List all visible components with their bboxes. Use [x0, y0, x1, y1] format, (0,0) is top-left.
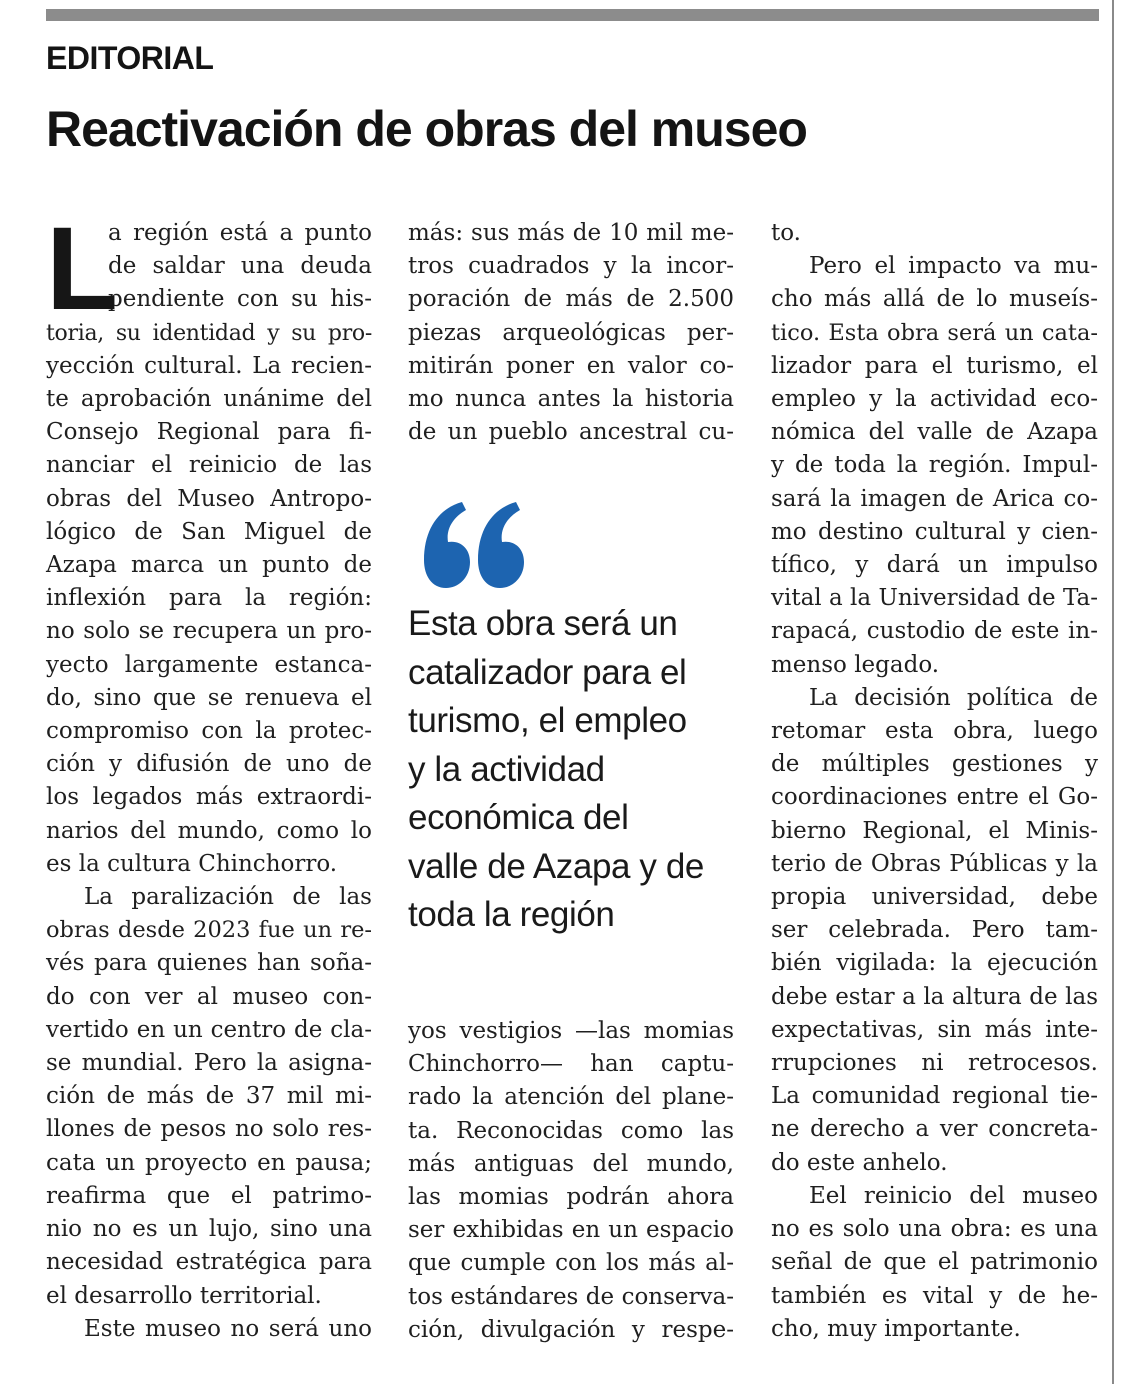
text-line: necesidad estratégica para — [46, 1249, 372, 1276]
quote-mark-left — [424, 502, 470, 588]
text-line: ser celebrada. Pero tam- — [771, 917, 1098, 944]
text-line: obras desde 2023 fue un re- — [46, 917, 372, 944]
pull-quote-line: Esta obra será un — [408, 604, 678, 643]
text-line: Pero el impacto va mu- — [809, 253, 1098, 280]
text-line: tico. Esta obra será un cata- — [771, 319, 1098, 346]
text-line: mitirán poner en valor co- — [408, 352, 734, 379]
text-line: también es vital y de he- — [771, 1282, 1098, 1309]
text-line: nómica del valle de Azapa — [771, 419, 1098, 446]
pull-quote-line: turismo, el empleo — [408, 701, 687, 740]
text-line: a región está a punto — [108, 220, 372, 246]
text-line: lizador para el turismo, el — [771, 352, 1098, 379]
text-line: do, sino que se renueva el — [46, 684, 372, 711]
text-line: más: sus más de 10 mil me- — [408, 220, 734, 246]
text-line: retomar esta obra, luego — [771, 718, 1098, 745]
column-divider — [1112, 0, 1114, 1384]
text-line: expectativas, sin más inte- — [771, 1016, 1098, 1043]
text-line: tros cuadrados y la incor- — [408, 253, 734, 280]
text-line: yección cultural. La recien- — [46, 352, 372, 379]
headline: Reactivación de obras del museo — [46, 101, 807, 157]
text-line: rapacá, custodio de este in- — [771, 618, 1098, 645]
drop-cap: L — [46, 203, 119, 335]
text-line: los legados más extraordi- — [46, 784, 372, 811]
section-label: EDITORIAL — [46, 40, 214, 76]
pull-quote-line: toda la región — [408, 895, 615, 934]
text-line: sará la imagen de Arica co- — [771, 485, 1098, 512]
text-line: pendiente con su his- — [108, 286, 372, 313]
column-2-top — [408, 217, 734, 449]
text-line: poración de más de 2.500 — [408, 286, 734, 313]
pull-quote-line: valle de Azapa y de — [408, 846, 704, 886]
text-line: cho más allá de lo museís- — [771, 286, 1098, 313]
text-line: vertido en un centro de cla- — [46, 1016, 372, 1043]
text-line: ción, divulgación y respe- — [408, 1316, 734, 1343]
text-line: terio de Obras Públicas y la — [771, 850, 1098, 877]
quote-mark-right — [478, 502, 524, 588]
pull-quote — [408, 600, 738, 940]
text-line: narios del mundo, como lo — [46, 817, 372, 844]
pull-quote-line: y la actividad — [408, 749, 605, 789]
text-line: Chinchorro— han captu- — [408, 1051, 734, 1078]
text-line: obras del Museo Antropo- — [46, 485, 372, 512]
text-line: más antiguas del mundo, — [408, 1150, 734, 1177]
text-line: te aprobación unánime del — [46, 386, 372, 413]
text-line: propia universidad, debe — [771, 884, 1098, 911]
text-line: toria, su identidad y su pro- — [46, 320, 372, 346]
text-line: llones de pesos no solo res- — [46, 1116, 372, 1143]
text-line: La decisión política de — [809, 684, 1098, 711]
text-line: ser exhibidas en un espacio — [408, 1217, 734, 1244]
text-line: cata un proyecto en pausa; — [46, 1149, 372, 1176]
text-line: las momias podrán ahora — [408, 1184, 734, 1211]
text-line: y de toda la región. Impul- — [771, 452, 1098, 479]
text-line: yecto largamente estanca- — [46, 651, 372, 678]
column-1 — [46, 203, 372, 1346]
text-line: Este museo no será uno — [84, 1315, 372, 1342]
text-line: coordinaciones entre el Go- — [771, 784, 1098, 811]
text-line: que cumple con los más al- — [408, 1250, 734, 1277]
text-line: menso legado. — [771, 651, 940, 678]
text-line: reafirma que el patrimo- — [46, 1182, 372, 1209]
text-line: lógico de San Miguel de — [46, 518, 372, 545]
text-line: debe estar a la altura de las — [771, 983, 1098, 1010]
text-line: inflexión para la región: — [46, 585, 372, 612]
pull-quote-line: económica del — [408, 798, 629, 837]
text-line: mo nunca antes la historia — [408, 386, 734, 413]
text-line: Eel reinicio del museo — [809, 1182, 1098, 1209]
text-line: de un pueblo ancestral cu- — [408, 419, 734, 446]
text-line: el desarrollo territorial. — [46, 1282, 322, 1309]
text-line: ción de más de 37 mil mi- — [46, 1083, 372, 1110]
text-line: Consejo Regional para fi- — [46, 419, 372, 446]
text-line: bién vigilada: la ejecución — [771, 950, 1098, 977]
column-3 — [771, 217, 1098, 1346]
text-line: no solo se recupera un pro- — [46, 618, 372, 645]
text-line: tos estándares de conserva- — [408, 1283, 734, 1310]
text-line: vital a la Universidad de Ta- — [771, 585, 1098, 612]
text-line: Azapa marca un punto de — [46, 552, 372, 579]
text-line: es la cultura Chinchorro. — [46, 850, 338, 877]
pull-quote-line: catalizador para el — [408, 652, 687, 692]
text-line: La paralización de las — [84, 884, 372, 911]
text-line: de múltiples gestiones y — [771, 751, 1098, 778]
text-line: yos vestigios —las momias — [408, 1018, 734, 1044]
text-line: cho, muy importante. — [771, 1315, 1021, 1342]
text-line: vés para quienes han soña- — [46, 950, 372, 977]
text-line: se mundial. Pero la asigna- — [46, 1050, 372, 1077]
text-line: ta. Reconocidas como las — [408, 1117, 734, 1144]
text-line: piezas arqueológicas per- — [408, 319, 734, 346]
text-line: La comunidad regional tie- — [771, 1083, 1098, 1110]
text-line: bierno Regional, el Minis- — [771, 817, 1098, 844]
text-line: rado la atención del plane- — [408, 1084, 734, 1111]
text-line: compromiso con la protec- — [46, 718, 372, 745]
text-line: empleo y la actividad eco- — [771, 386, 1098, 413]
text-line: rrupciones ni retrocesos. — [771, 1050, 1098, 1077]
text-line: do con ver al museo con- — [46, 983, 372, 1010]
text-line: no es solo una obra: es una — [771, 1216, 1098, 1243]
text-line: tífico, y dará un impulso — [771, 552, 1098, 579]
text-line: nio no es un lujo, sino una — [46, 1216, 372, 1243]
text-line: nanciar el reinicio de las — [46, 452, 372, 479]
text-line: to. — [771, 220, 801, 246]
top-rule — [46, 9, 1099, 21]
quote-mark-icon — [414, 498, 534, 598]
text-line: ción y difusión de uno de — [46, 751, 372, 778]
text-line: mo destino cultural y cien- — [771, 518, 1098, 545]
column-2-bottom — [408, 1015, 734, 1347]
text-line: señal de que el patrimonio — [771, 1249, 1098, 1276]
text-line: ne derecho a ver concreta- — [771, 1116, 1098, 1143]
text-line: do este anhelo. — [771, 1149, 948, 1176]
text-line: de saldar una deuda — [108, 253, 372, 280]
